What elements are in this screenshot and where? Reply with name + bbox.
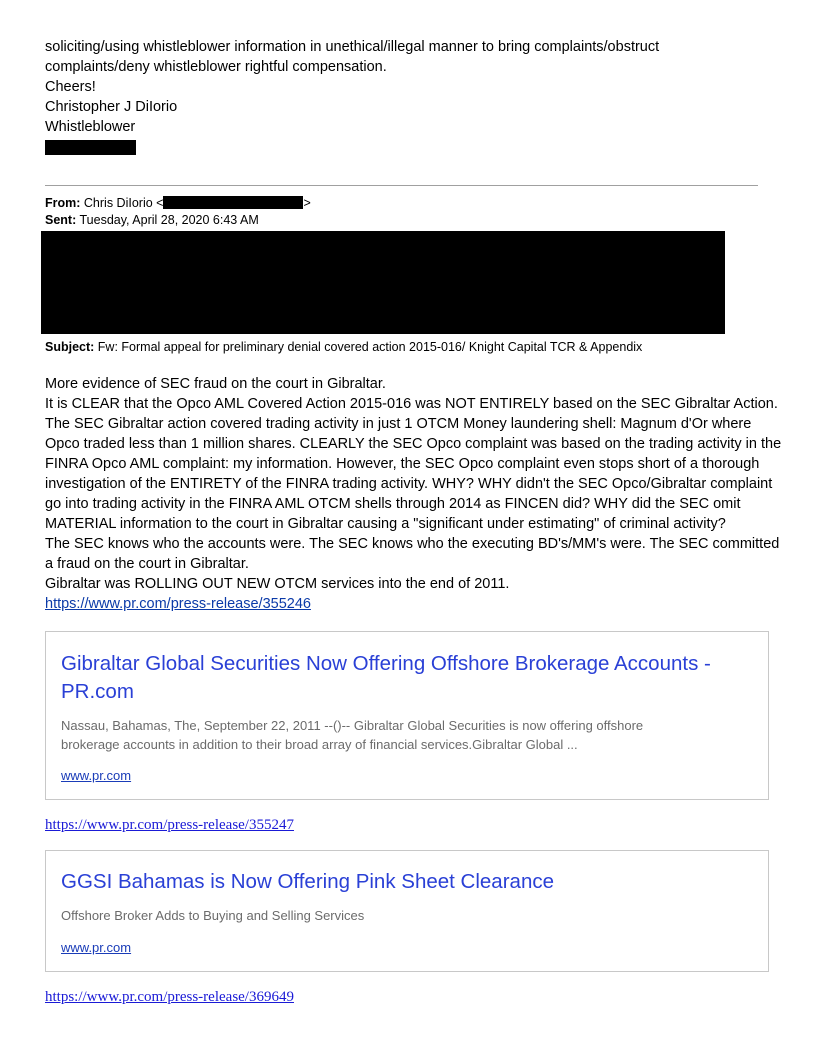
card-description-line-1: Nassau, Bahamas, The, September 22, 2011 --()-- Gibraltar Global Securities is now offering offshore [61,718,644,733]
card-site-link[interactable]: www.pr.com [61,768,132,783]
redaction-bar [45,140,136,155]
from-close: > [303,196,311,210]
sent-value: Tuesday, April 28, 2020 6:43 AM [79,213,259,227]
card-description: Offshore Broker Adds to Buying and Selling Services [61,908,365,923]
card-title-line-1[interactable]: Gibraltar Global Securities Now Offering Offshore Brokerage Accounts - [61,652,711,675]
card-title[interactable]: GGSI Bahamas is Now Offering Pink Sheet Clearance [61,870,554,893]
from-row [45,195,311,211]
card-title-line-2[interactable]: PR.com [61,680,134,703]
card-description-line-2: brokerage accounts in addition to their broad array of financial services.Gibraltar Global ... [61,737,578,752]
signature-title: Whistleblower [45,119,136,135]
body-line: go into trading activity in the FINRA AML OTCM shells through 2014 as FINCEN did? WHY did the SEC omit [45,496,741,512]
link-preview-card[interactable] [45,850,769,972]
subject-value: Fw: Formal appeal for preliminary denial covered action 2015-016/ Knight Capital TCR & Appendix [97,340,643,354]
body-line: The SEC knows who the accounts were. The SEC knows who the executing BD's/MM's were. The SEC committed [45,536,780,552]
redaction-bar [163,196,303,209]
body-line: Gibraltar was ROLLING OUT NEW OTCM services into the end of 2011. [45,576,510,592]
card-site-link[interactable]: www.pr.com [61,940,132,955]
divider [45,185,758,186]
subject-row [45,339,642,355]
body-line: The SEC Gibraltar action covered trading activity in just 1 OTCM Money laundering shell: Magnum d'Or where [45,416,752,432]
from-label: From: [45,196,81,210]
body-line: MATERIAL information to the court in Gibraltar causing a "significant under estimating" of criminal activity? [45,516,726,532]
press-release-link-3[interactable]: https://www.pr.com/press-release/369649 [45,989,294,1005]
link-preview-card[interactable] [45,631,769,800]
body-line: a fraud on the court in Gibraltar. [45,556,249,572]
body-line: Opco traded less than 1 million shares. CLEARLY the SEC Opco complaint was based on the trading activity in the [45,436,782,452]
body-line: It is CLEAR that the Opco AML Covered Action 2015-016 was NOT ENTIRELY based on the SEC Gibraltar Action. [45,396,778,412]
signature-name: Christopher J DiIorio [45,99,178,115]
from-name: Chris DiIorio < [83,196,164,210]
press-release-link-1[interactable]: https://www.pr.com/press-release/355246 [45,596,311,612]
top-line-1: soliciting/using whistleblower information in unethical/illegal manner to bring complaints/obstruct [45,39,660,55]
body-line: investigation of the ENTIRETY of the FINRA trading activity. WHY? WHY didn't the SEC Opco/Gibraltar complaint [45,476,773,492]
signoff: Cheers! [45,79,96,95]
body-line: More evidence of SEC fraud on the court in Gibraltar. [45,376,386,392]
top-line-2: complaints/deny whistleblower rightful compensation. [45,59,387,75]
subject-label: Subject: [45,340,95,354]
body-line: FINRA Opco AML complaint: my information. However, the SEC Opco complaint even stops short of a thorough [45,456,760,472]
sent-label: Sent: [45,213,77,227]
press-release-link-2[interactable]: https://www.pr.com/press-release/355247 [45,817,294,833]
redaction-block [41,231,725,334]
sent-row [45,212,259,228]
